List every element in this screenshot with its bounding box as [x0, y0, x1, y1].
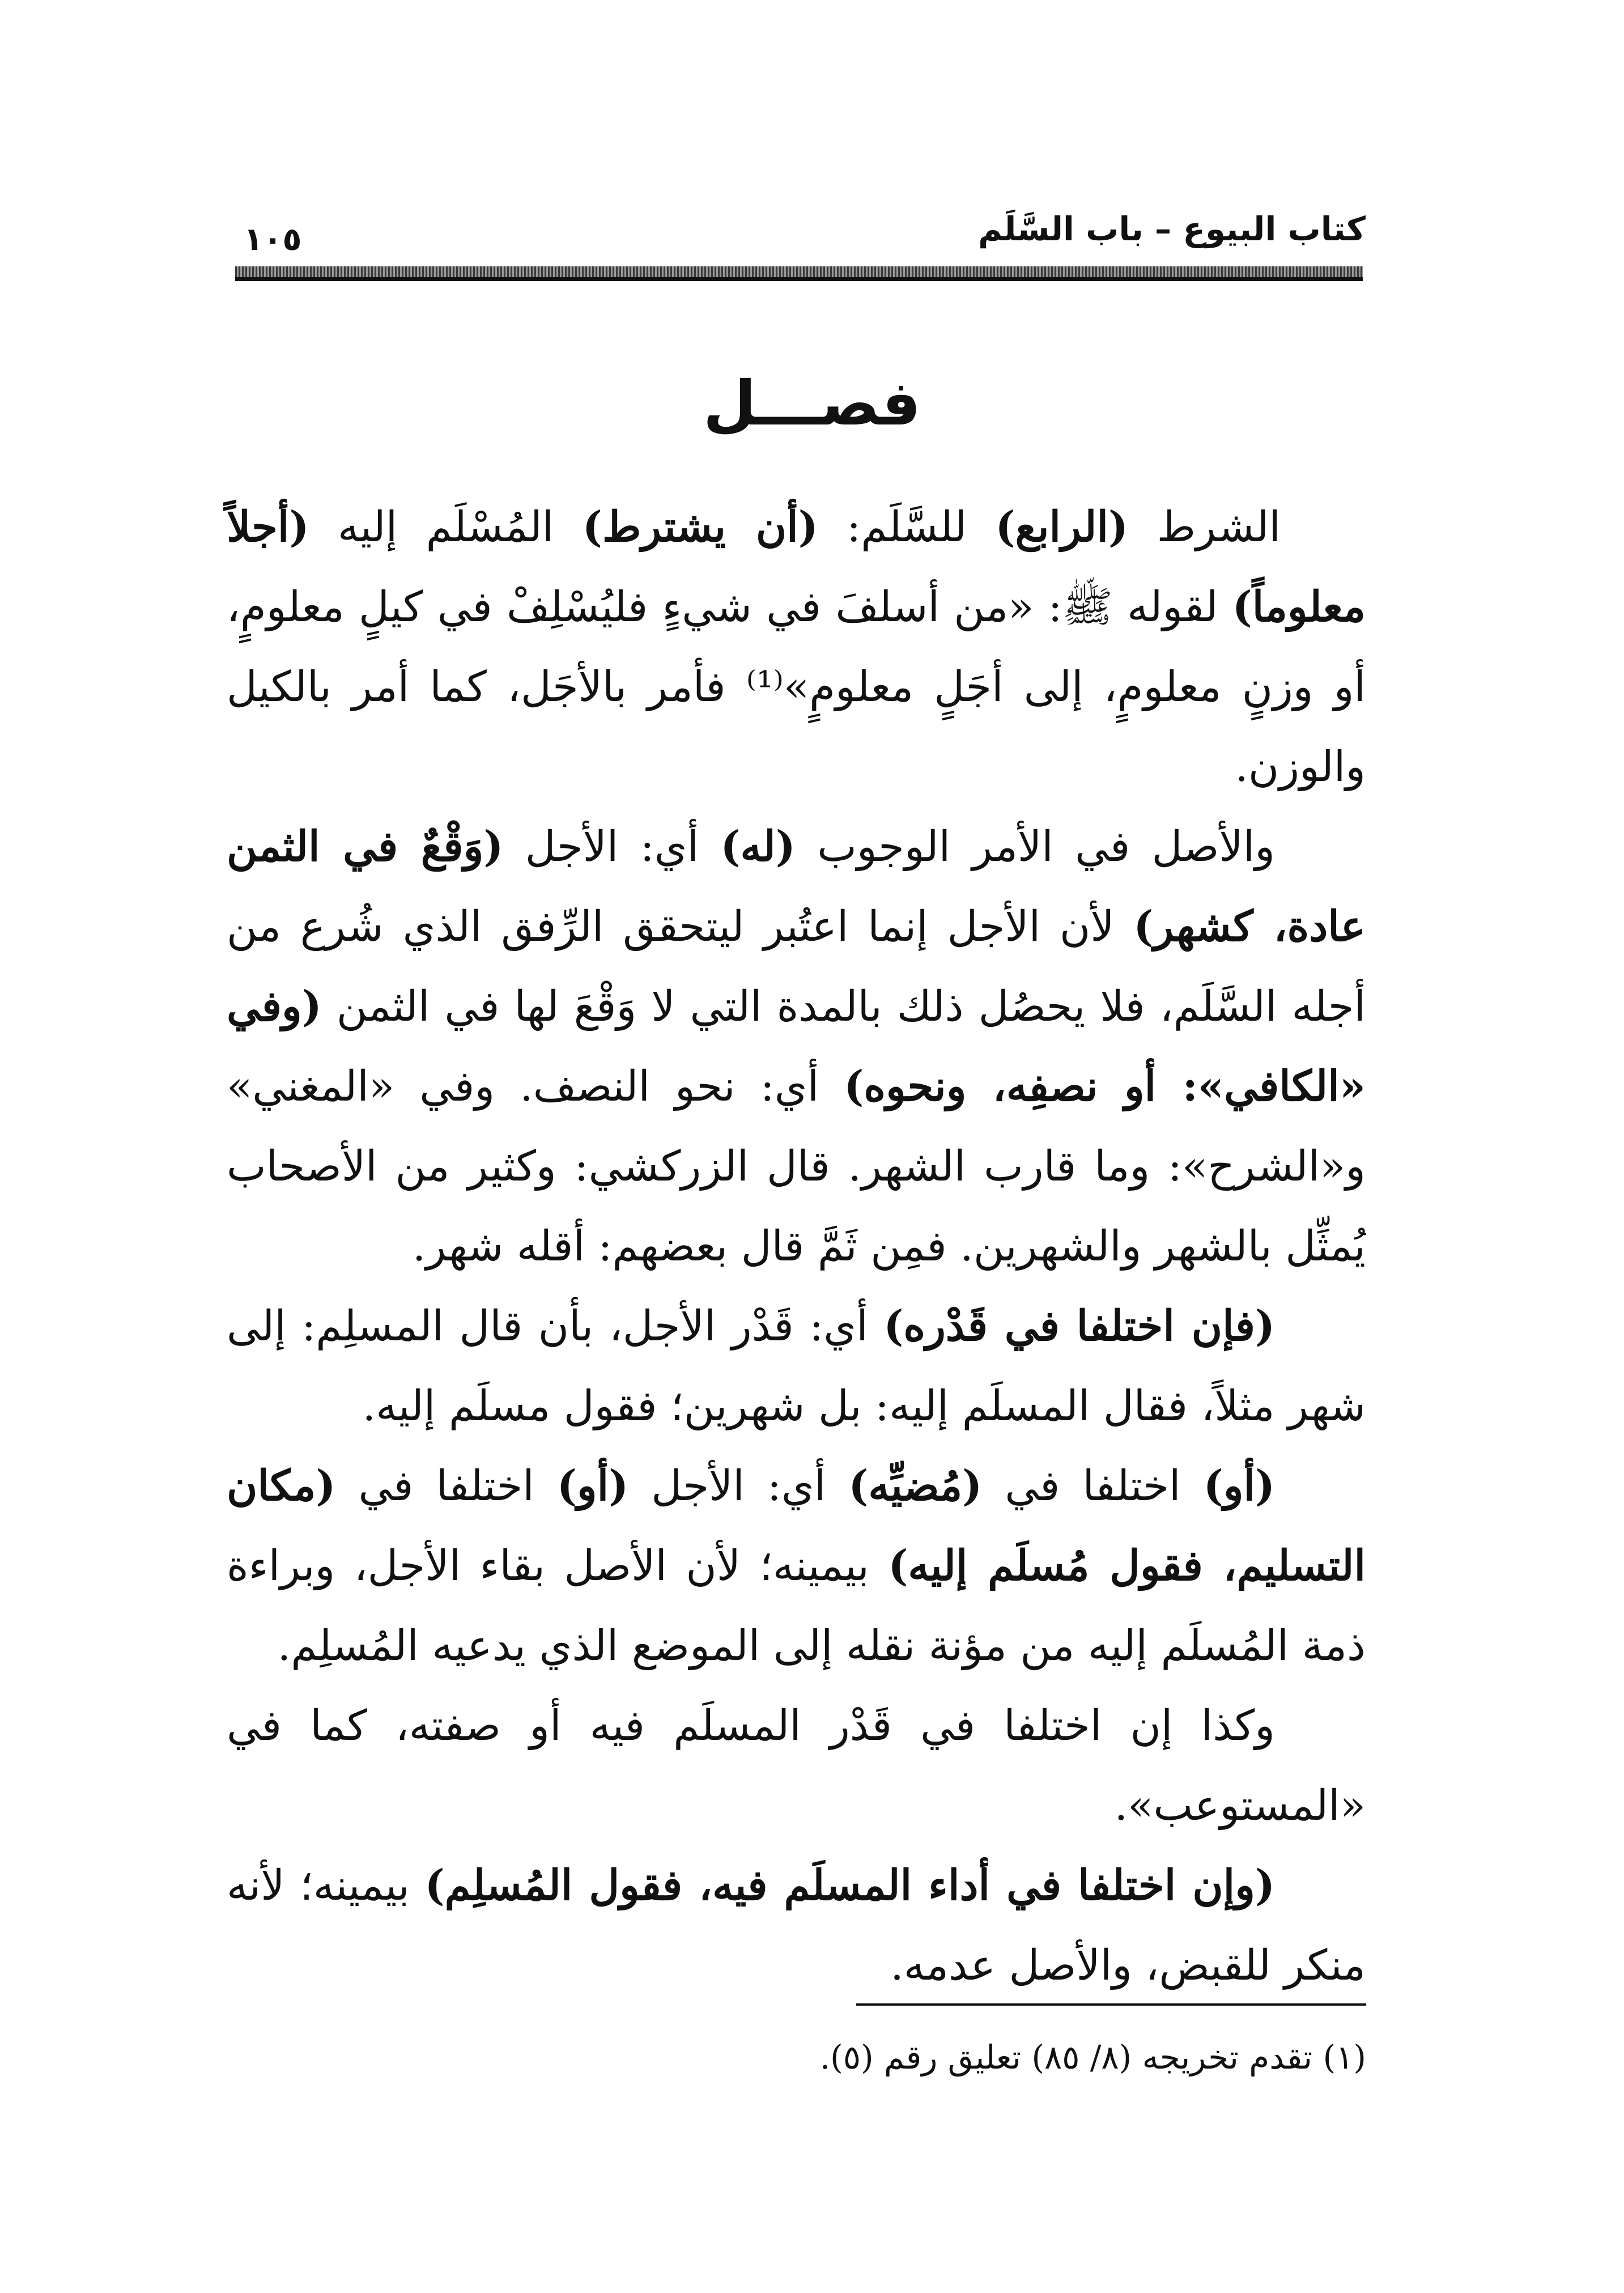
text-segment: أي: الأجل [628, 1462, 849, 1510]
bold-text-segment: (فإن اختلفا في قَدْره) [883, 1302, 1276, 1351]
paragraph [227, 1686, 1366, 1846]
bold-text-segment: (أو) [556, 1462, 629, 1510]
bold-text-segment: (مكان التسليم، فقول مُسلَم إليه) [227, 1462, 1366, 1590]
text-segment: لقوله ﷺ: «من أسلفَ في شيءٍ فليُسْلِفْ في كيلٍ معلومٍ، أو وزنٍ معلومٍ، إلى أجَلٍ معلومٍ»⁽¹⁾ فأمر بالأجَل، كما أمر بالكيل والوزن. [227, 583, 1366, 791]
page-number: ١٠٥ [244, 221, 302, 258]
text-segment: لأن الأجل إنما اعتُبر ليتحقق الرِّفق الذي شُرع من أجله السَّلَم، فلا يحصُل ذلك بالمدة التي لا وَقْعَ لها في الثمن [227, 902, 1366, 1031]
text-segment: والأصل في الأمر الوجوب [795, 822, 1276, 871]
bold-text-segment: (مُضيِّه) [848, 1462, 983, 1510]
paragraph [227, 807, 1366, 1286]
paragraph [227, 1846, 1366, 2006]
bold-text-segment: (الرابع) [995, 503, 1129, 551]
text-segment: المُسْلَم إليه [309, 503, 583, 551]
text-segment: بيمينه؛ لأن الأصل بقاء الأجل، وبراءة ذمة المُسلَم إليه من مؤنة نقله إلى الموضع الذي يدعيه المُسلِم. [227, 1542, 1366, 1670]
text-segment: أي: الأجل [503, 822, 721, 871]
running-header [238, 204, 1366, 266]
text-segment: وكذا إن اختلفا في قَدْر المسلَم فيه أو صفته، كما في «المستوعب». [227, 1701, 1366, 1830]
text-segment: اختلفا في [982, 1462, 1204, 1510]
text-segment: الشرط [1128, 503, 1281, 551]
bold-text-segment: (وإن اختلفا في أداء المسلَم فيه، فقول المُسلِم) [424, 1861, 1275, 1910]
text-segment: أي: قَدْر الأجل، بأن قال المسلِم: إلى شهر مثلاً، فقال المسلَم إليه: بل شهرين؛ فقول مسلَم إليه. [227, 1302, 1366, 1430]
bold-text-segment: (أو) [1203, 1462, 1276, 1510]
paragraph [227, 1286, 1366, 1446]
text-segment: بيمينه؛ لأنه منكر للقبض، والأصل عدمه. [227, 1861, 1366, 1990]
footnote: (١) تقدم تخريجه (٨/ ٨٥) تعليق رقم (٥). [819, 2038, 1366, 2077]
section-heading: فصـــل [703, 368, 921, 439]
text-segment: اختلفا في [335, 1462, 557, 1510]
paragraph [227, 487, 1366, 807]
bold-text-segment: (وَقْعٌ في الثمن عادة، كشهر) [227, 822, 1366, 951]
text-segment: للسَّلَم: [818, 503, 996, 551]
paragraph [227, 1446, 1366, 1686]
text-segment: أي: نحو النصف. وفي «المغني» و«الشرح»: وما قارب الشهر. قال الزركشي: وكثير من الأصحاب يُمثِّل بالشهر والشهرين. فمِن ثَمَّ قال بعضهم: أقله شهر. [227, 1062, 1366, 1271]
footnote-rule [856, 2003, 1366, 2006]
bold-text-segment: (أجلاً معلوماً) [227, 503, 1366, 631]
bold-text-segment: (له) [720, 822, 796, 871]
header-title: كتاب البيوع – باب السَّلَم [978, 210, 1366, 248]
bold-text-segment: (وفي «الكافي»: أو نصفِه، ونحوه) [227, 982, 1366, 1111]
bold-text-segment: (أن يشترط) [582, 503, 818, 551]
body-text [227, 487, 1366, 2006]
header-rule [235, 266, 1363, 281]
